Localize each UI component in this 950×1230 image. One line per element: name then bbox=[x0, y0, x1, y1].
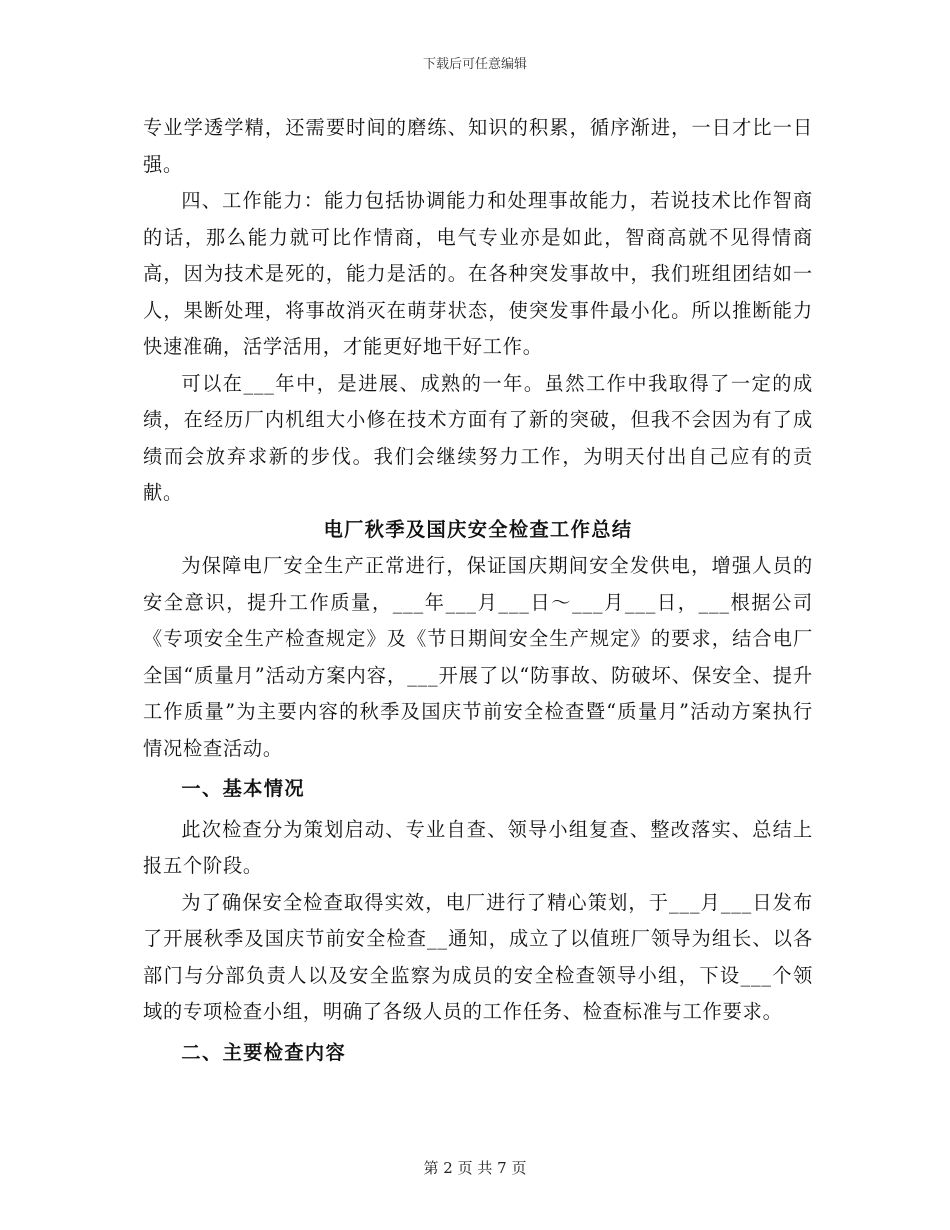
document-title: 电厂秋季及国庆安全检查工作总结 bbox=[323, 517, 633, 541]
paragraph-intro: 为保障电厂安全生产正常进行，保证国庆期间安全发供电，增强人员的安全意识，提升工作质量，___年___月___日～___月___日，___根据公司《专项安全生产检查规定》及《节日期间安全生产规定》的要求，结合电厂全国“质量月”活动方案内容，___开展了以“防事故、防破坏、保安全、提升工作质量”为主要内容的秋季及国庆节前安全检查暨“质量月”活动方案执行情况检查活动。 bbox=[143, 554, 813, 760]
section-heading-main-content: 二、主要检查内容 bbox=[181, 1040, 347, 1064]
paragraph-planning: 为了确保安全检查取得实效，电厂进行了精心策划，于___月___日发布了开展秋季及国庆节前安全检查__通知，成立了以值班厂领导为组长、以各部门与分部负责人以及安全监察为成员的安全检查领导小组，下设___个领域的专项检查小组，明确了各级人员的工作任务、检查标准与工作要求。 bbox=[143, 890, 813, 1023]
page-footer-number: 第 2 页 共 7 页 bbox=[423, 1159, 527, 1177]
paragraph-work-ability: 四、工作能力：能力包括协调能力和处理事故能力，若说技术比作智商的话，那么能力就可比作情商，电气专业亦是如此，智商高就不见得情商高，因为技术是死的，能力是活的。在各种突发事故中，我们班组团结如一人，果断处理，将事故消灭在萌芽状态，使突发事件最小化。所以推断能力快速准确，活学活用，才能更好地干好工作。 bbox=[143, 189, 813, 358]
document-body bbox=[143, 110, 813, 1075]
paragraph-continuation: 专业学透学精，还需要时间的磨练、知识的积累，循序渐进，一日才比一日强。 bbox=[143, 116, 813, 176]
page-header-note: 下载后可任意编辑 bbox=[422, 57, 527, 72]
paragraph-year-summary: 可以在___年中，是进展、成熟的一年。虽然工作中我取得了一定的成绩，在经历厂内机组大小修在技术方面有了新的突破，但我不会因为有了成绩而会放弃求新的步伐。我们会继续努力工作，为明天付出自己应有的贡献。 bbox=[143, 371, 813, 504]
paragraph-stages: 此次检查分为策划启动、专业自查、领导小组复查、整改落实、总结上报五个阶段。 bbox=[143, 817, 813, 877]
section-heading-basic-situation: 一、基本情况 bbox=[181, 777, 305, 800]
